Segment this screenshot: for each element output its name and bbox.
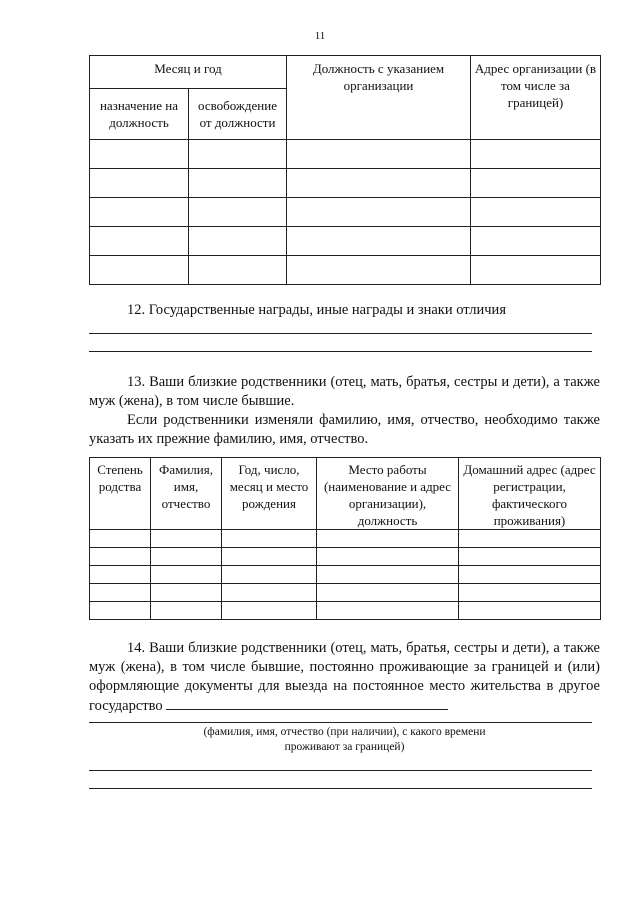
table-cell[interactable] (471, 227, 601, 256)
caption-line-1: (фамилия, имя, отчество (при наличии), с какого времени (203, 726, 486, 738)
section-14-caption (89, 725, 600, 755)
table-cell[interactable] (90, 256, 189, 285)
table-cell[interactable] (459, 548, 601, 566)
table-cell[interactable] (151, 566, 222, 584)
table-row (90, 169, 601, 198)
section-13 (89, 373, 600, 449)
table-cell[interactable] (222, 602, 317, 620)
table-cell[interactable] (90, 198, 189, 227)
table-cell[interactable] (287, 140, 471, 169)
table-row (90, 548, 601, 566)
table-cell[interactable] (90, 602, 151, 620)
appointment-header: назначение на должность (90, 89, 189, 140)
position-header: Должность с указанием организации (287, 56, 471, 140)
release-header: освобождение от должности (189, 89, 287, 140)
table-row (90, 602, 601, 620)
table-cell[interactable] (90, 169, 189, 198)
table-cell[interactable] (151, 602, 222, 620)
table-cell[interactable] (287, 198, 471, 227)
table-cell[interactable] (189, 169, 287, 198)
table-row (90, 227, 601, 256)
table-cell[interactable] (90, 548, 151, 566)
awards-input-line-2[interactable] (89, 351, 592, 352)
table-cell[interactable] (459, 584, 601, 602)
table-cell[interactable] (90, 584, 151, 602)
table-cell[interactable] (189, 256, 287, 285)
table-cell[interactable] (459, 566, 601, 584)
table-row (90, 256, 601, 285)
table-cell[interactable] (189, 140, 287, 169)
page-number: 11 (314, 30, 326, 42)
address-header: Адрес организации (в том числе за границей) (471, 56, 601, 140)
table-cell[interactable] (189, 227, 287, 256)
table-cell[interactable] (151, 584, 222, 602)
abroad-relatives-input-line-1[interactable] (89, 722, 592, 723)
table-row (90, 584, 601, 602)
table-cell[interactable] (317, 530, 459, 548)
work-header: Место работы (наименование и адрес организации), должность (317, 458, 459, 530)
table-cell[interactable] (287, 227, 471, 256)
table-row (90, 566, 601, 584)
table-cell[interactable] (471, 256, 601, 285)
table-cell[interactable] (287, 169, 471, 198)
table-cell[interactable] (459, 530, 601, 548)
table-row (90, 140, 601, 169)
section-12 (89, 301, 600, 320)
caption-line-2: проживают за границей) (284, 741, 405, 753)
birth-header: Год, число, месяц и место рождения (222, 458, 317, 530)
table-cell[interactable] (189, 198, 287, 227)
section-14-text-content: 14. Ваши близкие родственники (отец, мать, братья, сестры и дети), а также муж (жена), в том числе бывшие, постоянно проживающие за границей и (или) оформляющие документы для выезда на постоянное место жительства в другое государство (89, 640, 600, 714)
section-14 (89, 639, 600, 716)
degree-header: Степень родства (90, 458, 151, 530)
table-cell[interactable] (287, 256, 471, 285)
section-14-text (89, 639, 600, 716)
home-address-header: Домашний адрес (адрес регистрации, фактического проживания) (459, 458, 601, 530)
table-cell[interactable] (222, 566, 317, 584)
section-13-paragraph-1: 13. Ваши близкие родственники (отец, мать, братья, сестры и дети), а также муж (жена), в том числе бывшие. (89, 374, 600, 409)
table-cell[interactable] (459, 602, 601, 620)
table-cell[interactable] (317, 602, 459, 620)
table-cell[interactable] (90, 227, 189, 256)
table-cell[interactable] (222, 530, 317, 548)
month-year-header: Месяц и год (90, 56, 287, 89)
name-header: Фамилия, имя, отчество (151, 458, 222, 530)
table-cell[interactable] (222, 548, 317, 566)
section-12-title: 12. Государственные награды, иные награды и знаки отличия (127, 302, 506, 318)
relatives-table (89, 457, 601, 620)
table-row (90, 198, 601, 227)
table-cell[interactable] (151, 530, 222, 548)
table-cell[interactable] (471, 140, 601, 169)
table-cell[interactable] (317, 548, 459, 566)
awards-input-line-1[interactable] (89, 333, 592, 334)
abroad-relatives-input-line-2[interactable] (89, 770, 592, 771)
table-cell[interactable] (90, 566, 151, 584)
work-history-table (89, 55, 601, 285)
table-cell[interactable] (471, 198, 601, 227)
table-cell[interactable] (317, 584, 459, 602)
table-cell[interactable] (151, 548, 222, 566)
table-cell[interactable] (317, 566, 459, 584)
abroad-relatives-input-line-3[interactable] (89, 788, 592, 789)
table-row (90, 530, 601, 548)
section-13-paragraph-2: Если родственники изменяли фамилию, имя, отчество, необходимо также указать их прежние фамилию, имя, отчество. (89, 412, 600, 447)
table-cell[interactable] (222, 584, 317, 602)
table-cell[interactable] (90, 140, 189, 169)
table-cell[interactable] (90, 530, 151, 548)
table-cell[interactable] (471, 169, 601, 198)
abroad-relatives-input-inline[interactable] (166, 696, 448, 710)
